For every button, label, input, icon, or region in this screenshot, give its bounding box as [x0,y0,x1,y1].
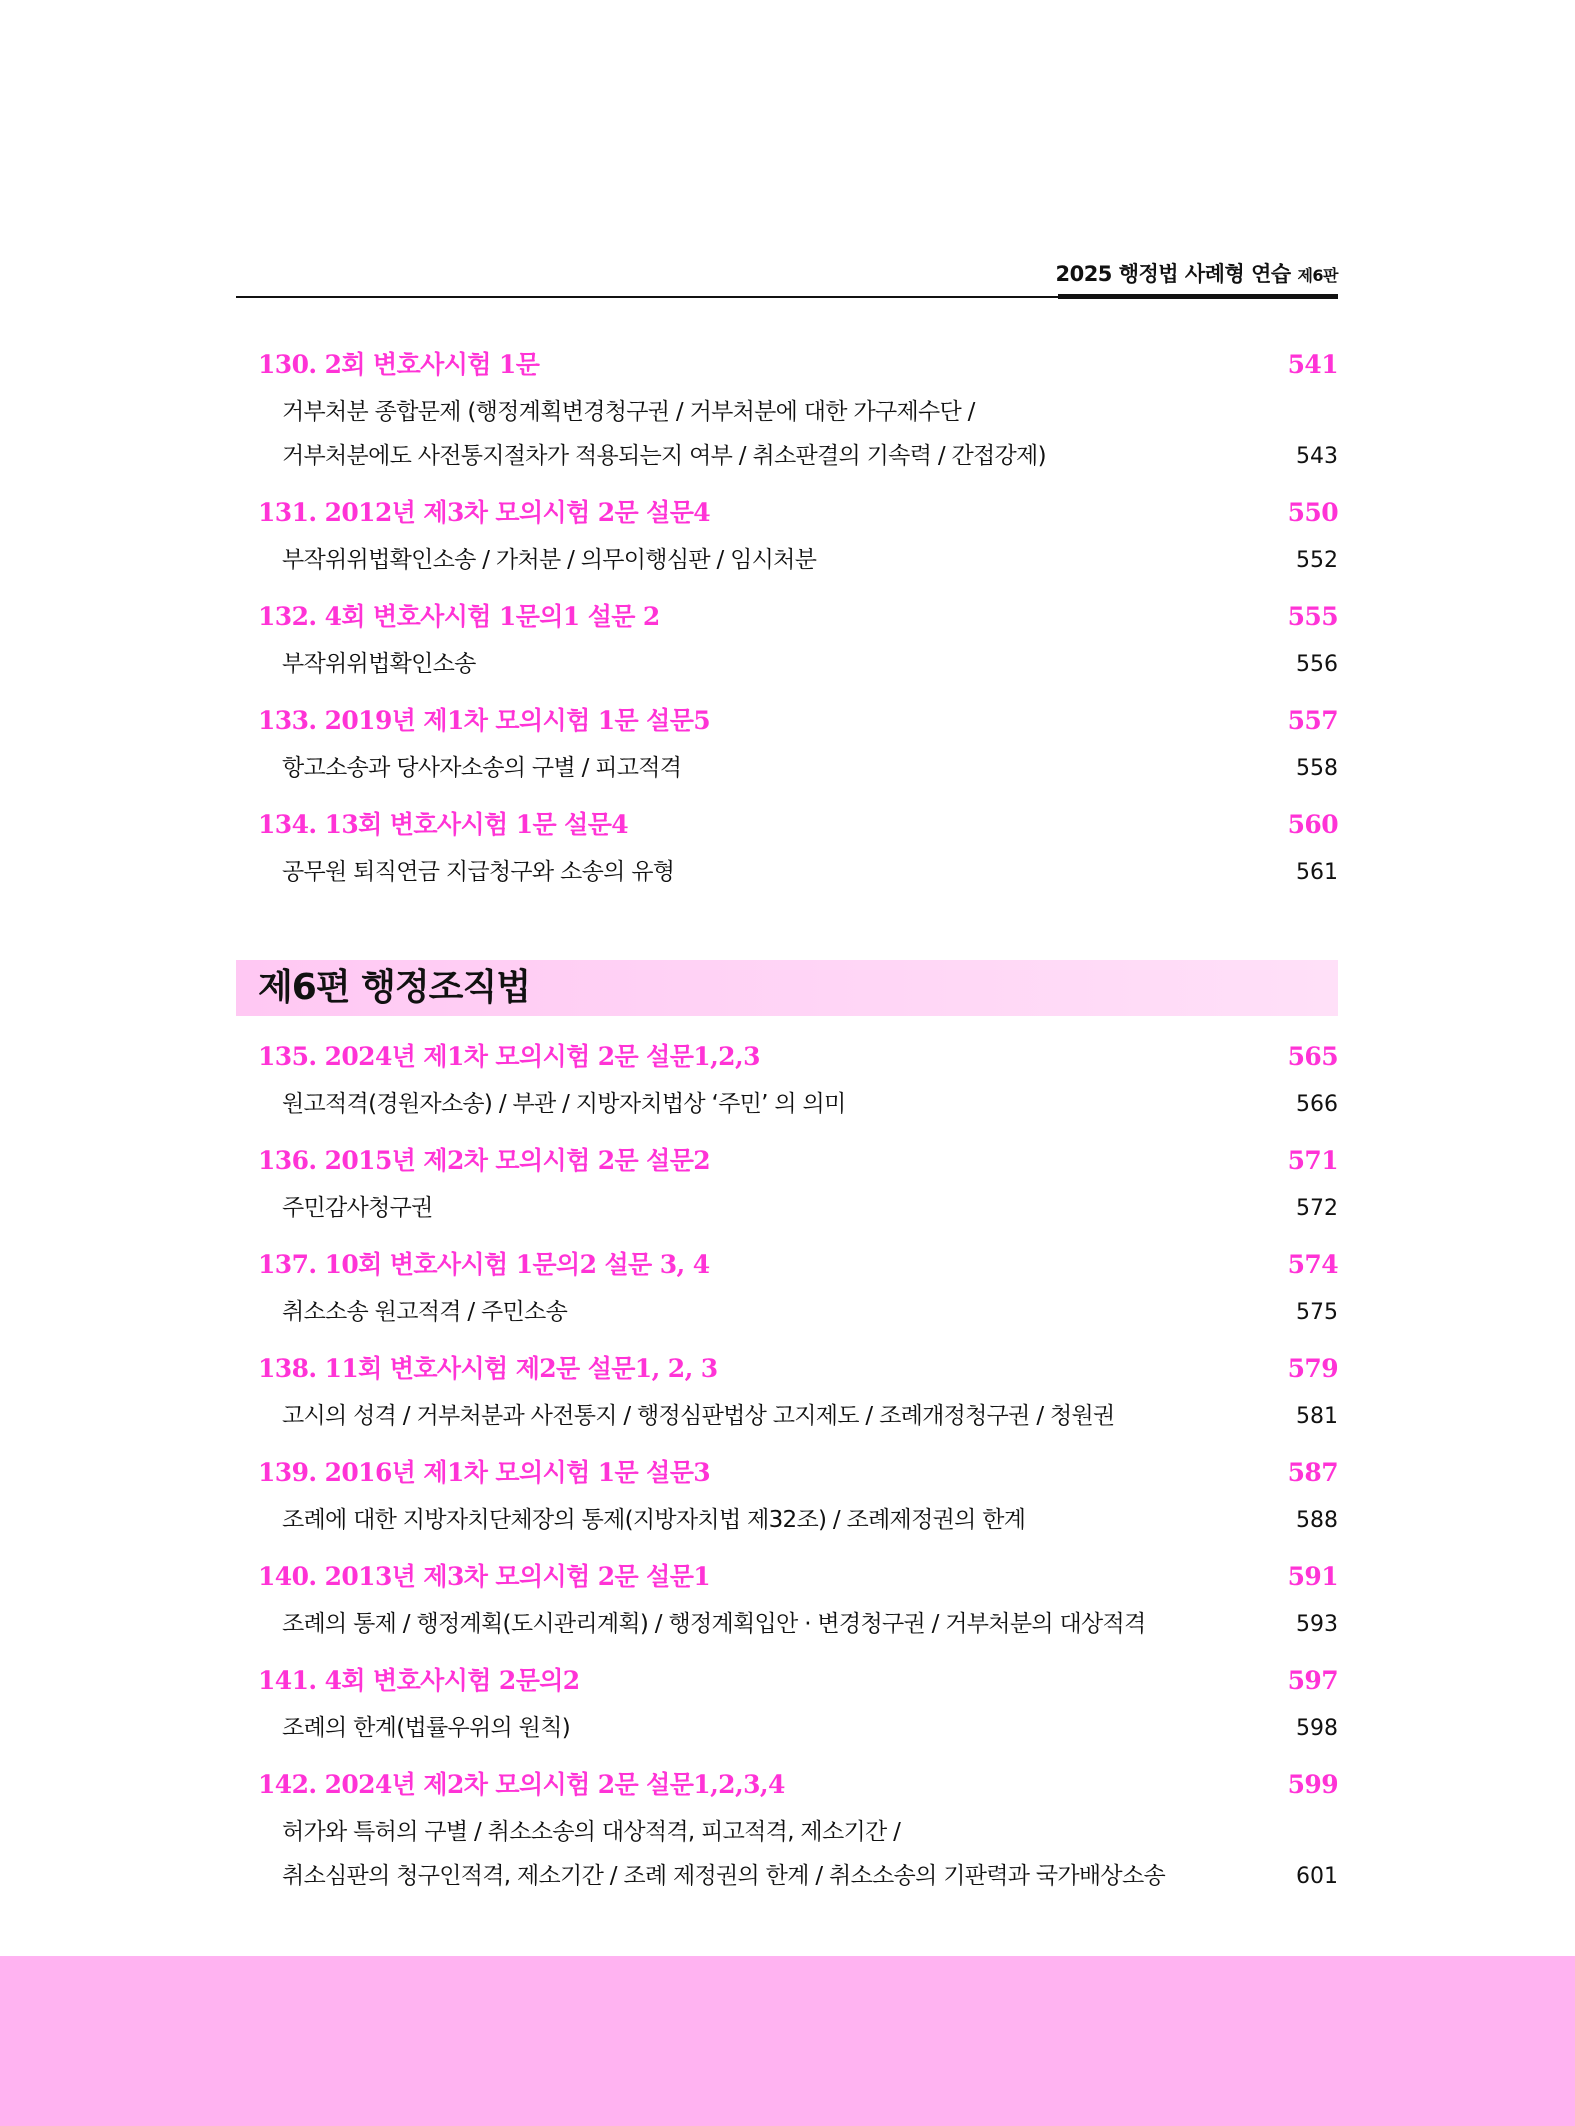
running-header [1000,258,1338,290]
toc-entry[interactable] [258,696,1338,800]
toc-subtopic-text: 부작위위법확인소송 [282,651,476,677]
toc-entry-page-number: 560 [1287,810,1338,839]
toc-subtopic-text: 거부처분 종합문제 (행정계획변경청구권 / 거부처분에 대한 가구제수단 / [282,399,975,425]
toc-subtopic-text: 허가와 특허의 구별 / 취소소송의 대상적격, 피고적격, 제소기간 / [282,1819,901,1845]
toc-entry-page-number: 591 [1287,1562,1338,1591]
toc-entry-title[interactable] [258,1344,1338,1394]
toc-entry-title[interactable] [258,1136,1338,1186]
toc-entry-spacer [258,1646,1338,1656]
toc-subtopic-text: 취소심판의 청구인적격, 제소기간 / 조례 제정권의 한계 / 취소소송의 기판력과 국가배상소송 [282,1863,1165,1889]
toc-entry[interactable] [258,1032,1338,1136]
toc-subtopic-page-number: 556 [1296,652,1338,677]
toc-entry[interactable] [258,1656,1338,1760]
toc-entry[interactable] [258,1448,1338,1552]
toc-entry-title[interactable] [258,800,1338,850]
book-title: 2025 행정법 사례형 연습 [1055,262,1291,286]
toc-entry-page-number: 587 [1287,1458,1338,1487]
toc-entry-subtopic [258,1854,1338,1898]
toc-entry-title[interactable] [258,696,1338,746]
toc-subtopic-page-number: 575 [1296,1300,1338,1325]
toc-subtopic-page-number: 581 [1296,1404,1338,1429]
toc-entry-page-number: 597 [1287,1666,1338,1695]
toc-entry-subtopic [258,1706,1338,1750]
toc-entry-subtopic [258,434,1338,478]
toc-entry-page-number: 555 [1287,602,1338,631]
toc-entry[interactable] [258,1240,1338,1344]
toc-entry-subtopic [258,390,1338,434]
toc-entry-title-text: 130. 2회 변호사시험 1문 [258,350,540,379]
toc-entry[interactable] [258,488,1338,592]
toc-list-part5 [258,340,1338,904]
toc-subtopic-text: 공무원 퇴직연금 지급청구와 소송의 유형 [282,859,675,885]
toc-entry-subtopic [258,1498,1338,1542]
toc-subtopic-text: 조례의 한계(법률우위의 원칙) [282,1715,570,1741]
toc-entry[interactable] [258,340,1338,488]
toc-subtopic-text: 원고적격(경원자소송) / 부관 / 지방자치법상 ‘주민’ 의 의미 [282,1091,846,1117]
toc-entry-title-text: 134. 13회 변호사시험 1문 설문4 [258,810,629,839]
toc-entry-title[interactable] [258,488,1338,538]
toc-entry[interactable] [258,1760,1338,1908]
toc-entry-spacer [258,686,1338,696]
toc-entry-title[interactable] [258,1656,1338,1706]
toc-entry-spacer [258,1438,1338,1448]
toc-subtopic-page-number: 598 [1296,1716,1338,1741]
toc-subtopic-text: 조례의 통제 / 행정계획(도시관리계획) / 행정계획입안 · 변경청구권 / 거부처분의 대상적격 [282,1611,1146,1637]
toc-entry-subtopic [258,1394,1338,1438]
toc-subtopic-text: 조례에 대한 지방자치단체장의 통제(지방자치법 제32조) / 조례제정권의 한계 [282,1507,1026,1533]
toc-subtopic-text: 고시의 성격 / 거부처분과 사전통지 / 행정심판법상 고지제도 / 조례개정청구권 / 청원권 [282,1403,1115,1429]
toc-entry-page-number: 541 [1287,350,1338,379]
toc-subtopic-text: 항고소송과 당사자소송의 구별 / 피고적격 [282,755,682,781]
footer-band [0,1956,1575,2126]
section-title: 제6편 행정조직법 [258,967,531,1008]
toc-entry-title-text: 131. 2012년 제3차 모의시험 2문 설문4 [258,498,711,527]
toc-entry-spacer [258,894,1338,904]
toc-entry-page-number: 550 [1287,498,1338,527]
toc-entry-title-text: 142. 2024년 제2차 모의시험 2문 설문1,2,3,4 [258,1770,785,1799]
toc-entry-page-number: 557 [1287,706,1338,735]
toc-entry[interactable] [258,1136,1338,1240]
toc-entry-page-number: 574 [1287,1250,1338,1279]
toc-entry-subtopic [258,1290,1338,1334]
toc-entry-title-text: 139. 2016년 제1차 모의시험 1문 설문3 [258,1458,711,1487]
toc-entry-title[interactable] [258,1760,1338,1810]
toc-entry-spacer [258,790,1338,800]
toc-subtopic-page-number: 572 [1296,1196,1338,1221]
toc-subtopic-page-number: 593 [1296,1612,1338,1637]
toc-subtopic-page-number: 566 [1296,1092,1338,1117]
toc-subtopic-text: 부작위위법확인소송 / 가처분 / 의무이행심판 / 임시처분 [282,547,817,573]
toc-subtopic-text: 주민감사청구권 [282,1195,433,1221]
toc-entry-subtopic [258,1082,1338,1126]
toc-subtopic-page-number: 561 [1296,860,1338,885]
toc-entry-subtopic [258,1602,1338,1646]
toc-entry-title[interactable] [258,1448,1338,1498]
toc-entry-spacer [258,1126,1338,1136]
toc-entry-title[interactable] [258,1240,1338,1290]
toc-entry-title-text: 132. 4회 변호사시험 1문의1 설문 2 [258,602,660,631]
toc-entry-spacer [258,478,1338,488]
toc-subtopic-page-number: 552 [1296,548,1338,573]
toc-entry-title[interactable] [258,1552,1338,1602]
toc-entry-title-text: 138. 11회 변호사시험 제2문 설문1, 2, 3 [258,1354,718,1383]
toc-entry-page-number: 571 [1287,1146,1338,1175]
toc-entry-page-number: 579 [1287,1354,1338,1383]
toc-entry-spacer [258,1230,1338,1240]
toc-entry-spacer [258,1334,1338,1344]
toc-subtopic-page-number: 543 [1296,444,1338,469]
toc-entry-title[interactable] [258,592,1338,642]
toc-entry-spacer [258,1898,1338,1908]
toc-entry-subtopic [258,1810,1338,1854]
toc-entry-spacer [258,582,1338,592]
toc-entry-subtopic [258,642,1338,686]
toc-entry[interactable] [258,1552,1338,1656]
toc-entry-title[interactable] [258,340,1338,390]
toc-list-part6 [258,1032,1338,1908]
toc-entry-page-number: 599 [1287,1770,1338,1799]
toc-entry-title[interactable] [258,1032,1338,1082]
toc-entry-title-text: 133. 2019년 제1차 모의시험 1문 설문5 [258,706,711,735]
toc-entry-title-text: 136. 2015년 제2차 모의시험 2문 설문2 [258,1146,711,1175]
toc-entry-title-text: 140. 2013년 제3차 모의시험 2문 설문1 [258,1562,711,1591]
toc-entry-page-number: 565 [1287,1042,1338,1071]
toc-subtopic-text: 취소소송 원고적격 / 주민소송 [282,1299,568,1325]
toc-entry-spacer [258,1542,1338,1552]
toc-entry-subtopic [258,850,1338,894]
toc-subtopic-page-number: 588 [1296,1508,1338,1533]
toc-entry-title-text: 137. 10회 변호사시험 1문의2 설문 3, 4 [258,1250,710,1279]
toc-entry-subtopic [258,538,1338,582]
header-rule-accent [1058,294,1338,299]
toc-entry-title-text: 135. 2024년 제1차 모의시험 2문 설문1,2,3 [258,1042,760,1071]
toc-subtopic-page-number: 558 [1296,756,1338,781]
toc-entry-subtopic [258,746,1338,790]
toc-entry-spacer [258,1750,1338,1760]
toc-entry[interactable] [258,592,1338,696]
toc-entry[interactable] [258,1344,1338,1448]
toc-entry-title-text: 141. 4회 변호사시험 2문의2 [258,1666,580,1695]
toc-entry-subtopic [258,1186,1338,1230]
toc-subtopic-text: 거부처분에도 사전통지절차가 적용되는지 여부 / 취소판결의 기속력 / 간접강제) [282,443,1046,469]
toc-entry[interactable] [258,800,1338,904]
toc-subtopic-page-number: 601 [1296,1864,1338,1889]
edition-label: 제6판 [1297,266,1338,285]
